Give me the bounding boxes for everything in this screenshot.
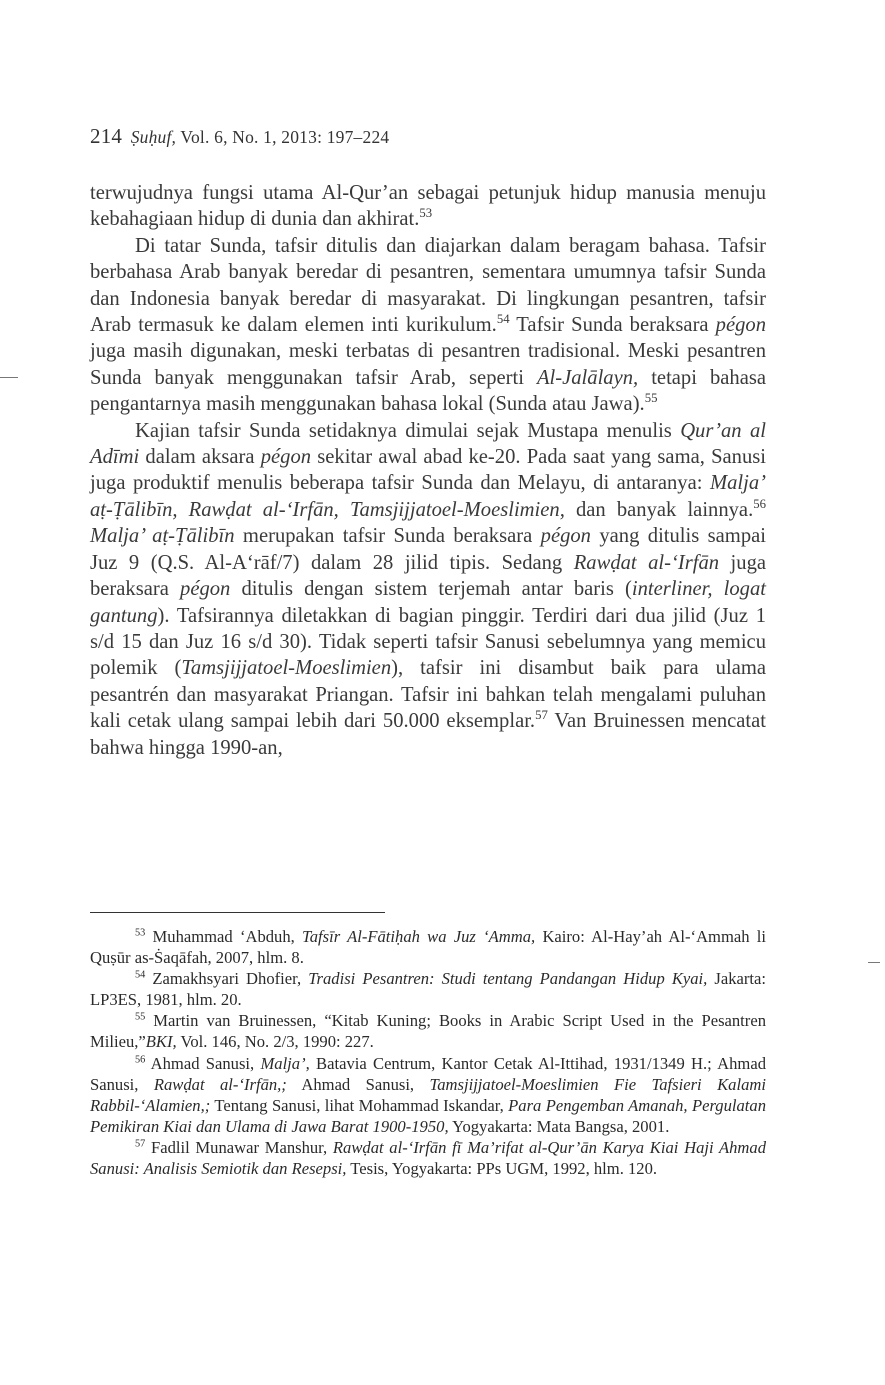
footnote-ref-54[interactable]: 54	[496, 312, 510, 327]
volume-info: Vol. 6, No. 1, 2013: 197–224	[180, 127, 390, 147]
margin-mark-left	[0, 377, 18, 378]
margin-mark-right	[868, 962, 880, 963]
footnote-ref-57[interactable]: 57	[535, 708, 548, 723]
journal-title: Ṣuḥuf,	[130, 127, 177, 147]
footnote-55: $^{55}$ Martin van Bruinessen, “Kitab Kuning; Books in Arabic Script Used in the Pesantren Milieu,”BKI, Vol. 146, No. 2/3, 1990: 227.	[90, 1011, 766, 1052]
footnote-57: $^{57}$ Fadlil Munawar Manshur, Rawḍat al-‘Irfān fī Ma’rifat al-Qur’ān Karya Kiai Haji Ahmad Sanusi: Analisis Semiotik dan Resepsi, Tesis, Yogyakarta: PPs UGM, 1992, hlm. 120.	[90, 1137, 766, 1179]
footnote-separator	[90, 912, 385, 913]
footnote-ref-53[interactable]: 53	[419, 206, 433, 221]
paragraph-1: terwujudnya fungsi utama Al-Qur’an sebagai petunjuk hidup manusia menuju kebahagiaan hidup di dunia dan akhirat.$^{53}$	[90, 182, 766, 231]
body-text	[90, 180, 766, 761]
paragraph-2: Di tatar Sunda, tafsir ditulis dan diajarkan dalam beragam bahasa. Tafsir berbahasa Arab banyak beredar di pesantren, sementara umumnya tafsir Sunda dan Indonesia banyak beredar di masyarakat. Di lingkungan pesantren, tafsir Arab termasuk ke dalam elemen inti kurikulum.$^{54}$ Tafsir Sunda beraksara pégon juga masih digunakan, meski terbatas di pesantren tradisional. Meski pesantren Sunda banyak menggunakan tafsir Arab, seperti Al-Jalālayn, tetapi bahasa pengantarnya masih menggunakan bahasa lokal (Sunda atau Jawa).$^{55}$	[90, 234, 766, 416]
footnote-56: $^{56}$ Ahmad Sanusi, Malja’, Batavia Centrum, Kantor Cetak Al-Ittihad, 1931/1349 H.; Ahmad Sanusi, Rawḍat al-‘Irfān,; Ahmad Sanusi, Tamsjijjatoel-Moeslimien Fie Tafsieri Kalami Rabbil-‘Alamien,; Tentang Sanusi, lihat Mohammad Iskandar, Para Pengemban Amanah, Pergulatan Pemikiran Kiai dan Ulama di Jawa Barat 1900-1950, Yogyakarta: Mata Bangsa, 2001.	[90, 1053, 767, 1136]
paragraph-3: Kajian tafsir Sunda setidaknya dimulai sejak Mustapa menulis Qur’an al Adīmi dalam aksara pégon sekitar awal abad ke-20. Pada saat yang sama, Sanusi juga produktif menulis beberapa tafsir Sunda dan Melayu, di antaranya: Malja’ aṭ-Ṭālibīn, Rawḍat al-‘Irfān, Tamsjijjatoel-Moeslimien, dan banyak lainnya.$^{56}$ Malja’ aṭ-Ṭālibīn merupakan tafsir Sunda beraksara pégon yang ditulis sampai Juz 9 (Q.S. Al-A‘rāf/7) dalam 28 jilid tipis. Sedang Rawḍat al-‘Irfān juga beraksara pégon ditulis dengan sistem terjemah antar baris (interliner, logat gantung). Tafsirannya diletakkan di bagian pinggir. Terdiri dari dua jilid (Juz 1 s/d 15 dan Juz 16 s/d 30). Tidak seperti tafsir Sanusi sebelumnya yang memicu polemik (Tamsjijjatoel-Moeslimien), tafsir ini disambut baik para ulama pesantrén dan masyarakat Priangan. Tafsir ini bahkan telah mengalami puluhan kali cetak ulang sampai lebih dari 50.000 eksemplar.$^{57}$ Van Bruinessen mencatat bahwa hingga 1990-an,	[90, 419, 767, 759]
footnote-54: $^{54}$ Zamakhsyari Dhofier, Tradisi Pesantren: Studi tentang Pandangan Hidup Kyai, Jakarta: LP3ES, 1981, hlm. 20.	[90, 969, 766, 1010]
footnotes	[90, 926, 766, 1179]
page-number: 214	[90, 124, 123, 148]
footnote-ref-56[interactable]: 56	[753, 497, 766, 512]
footnote-53: $^{53}$ Muhammad ‘Abduh, Tafsīr Al-Fātiḥah wa Juz ‘Amma, Kairo: Al-Hay’ah Al-‘Ammah li Quṣūr as-Ṡaqāfah, 2007, hlm. 8.	[90, 927, 766, 968]
footnote-ref-55[interactable]: 55	[644, 391, 658, 406]
running-header	[90, 124, 389, 149]
